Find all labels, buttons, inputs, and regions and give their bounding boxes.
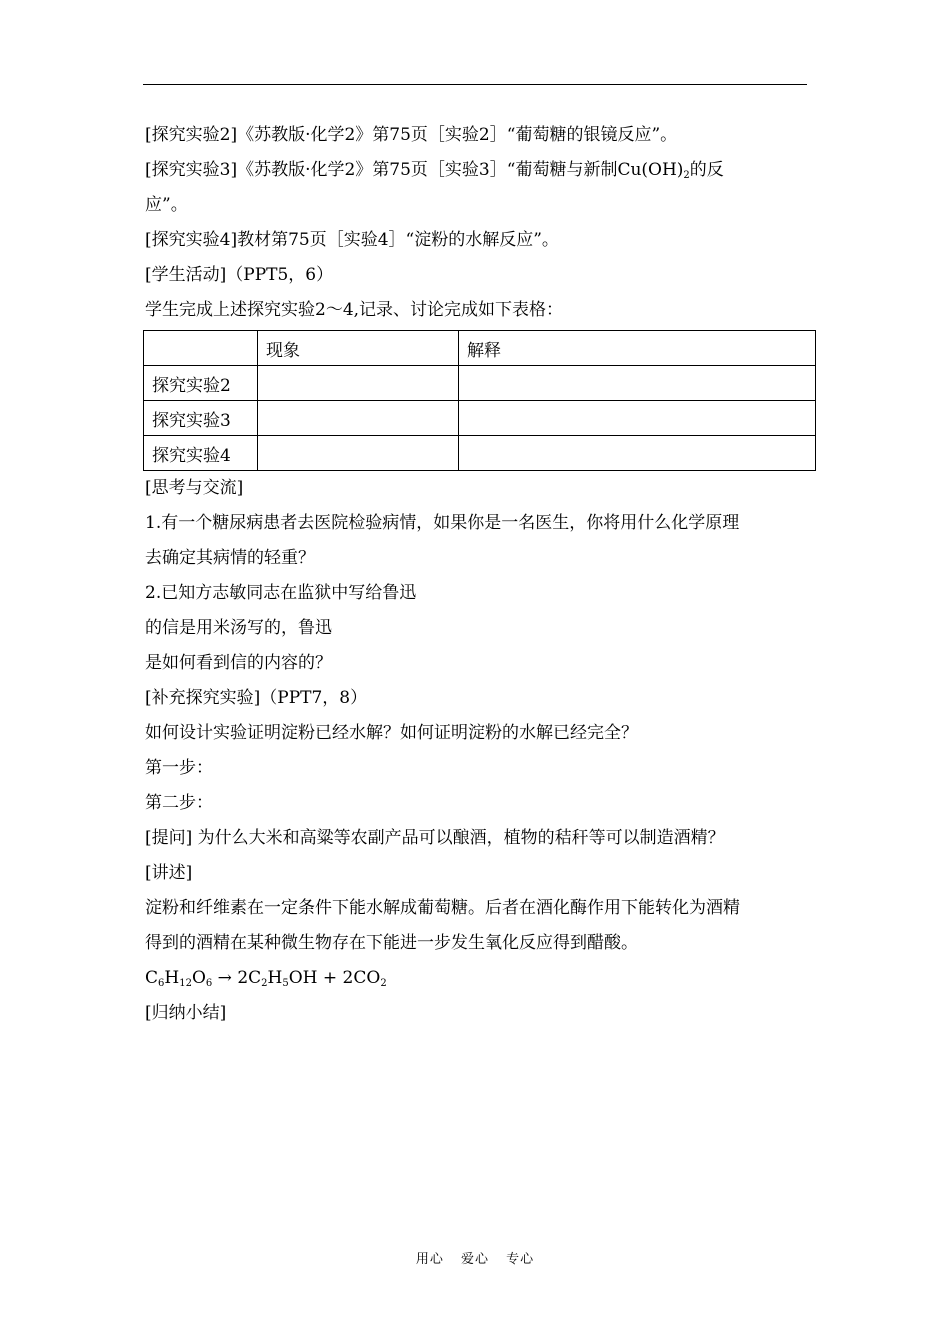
paragraph-exp3-cont: 应”。 [145, 195, 188, 215]
paragraph: 去确定其病情的轻重？ [145, 548, 315, 568]
paragraph: 得到的酒精在某种微生物存在下能进一步发生氧化反应得到醋酸。 [145, 933, 638, 953]
table-cell [459, 366, 816, 401]
paragraph-table-intro: 学生完成上述探究实验2～4,记录、讨论完成如下表格： [145, 300, 564, 320]
footer-text: 爱心 [460, 1252, 489, 1267]
arrow-icon: → [212, 968, 238, 988]
table-cell: 探究实验4 [144, 436, 258, 471]
paragraph: 第二步： [145, 793, 213, 813]
table-row [144, 436, 816, 471]
paragraph-student-activity: [学生活动]（PPT5，6） [145, 265, 334, 285]
paragraph: [提问] 为什么大米和高粱等农副产品可以酿酒，植物的秸秆等可以制造酒精？ [145, 828, 725, 848]
table-header-row [144, 331, 816, 366]
paragraph-exp3: [探究实验3]《苏教版·化学2》第75页［实验3］“葡萄糖与新制$Cu(OH)_2$的反 [145, 160, 724, 181]
paragraph-exp2: [探究实验2]《苏教版·化学2》第75页［实验2］“葡萄糖的银镜反应”。 [145, 125, 678, 145]
paragraph: 1.有一个糖尿病患者去医院检验病情，如果你是一名医生，你将用什么化学原理 [145, 513, 740, 533]
footer-text: 专心 [506, 1252, 535, 1267]
document-body [145, 118, 810, 1031]
paragraph: 2.已知方志敏同志在监狱中写给鲁迅 [145, 583, 417, 603]
section-heading: [讲述] [145, 863, 193, 883]
paragraph: 淀粉和纤维素在一定条件下能水解成葡萄糖。后者在酒化酶作用下能转化为酒精 [145, 898, 740, 918]
table-cell: 探究实验2 [144, 366, 258, 401]
paragraph: 的信是用米汤写的，鲁迅 [145, 618, 332, 638]
paragraph: 如何设计实验证明淀粉已经水解？如何证明淀粉的水解已经完全？ [145, 723, 638, 743]
table-row [144, 401, 816, 436]
table-header-cell: 现象 [258, 331, 459, 366]
table-cell: 探究实验3 [144, 401, 258, 436]
table-header-cell: 解释 [459, 331, 816, 366]
table-cell [258, 366, 459, 401]
table-cell [258, 436, 459, 471]
table-cell [459, 401, 816, 436]
table-cell [258, 401, 459, 436]
chemical-equation: $C_6H_{12}O_6 \to 2C_2H_5OH + 2CO_2$ [145, 968, 387, 989]
table-cell [459, 436, 816, 471]
subscript: 2 [683, 170, 690, 181]
table-header-cell [144, 331, 258, 366]
section-heading: [思考与交流] [145, 478, 244, 498]
paragraph: 第一步： [145, 758, 213, 778]
table-row [144, 366, 816, 401]
paragraph: 是如何看到信的内容的？ [145, 653, 332, 673]
record-table [143, 330, 816, 471]
section-heading: [补充探究实验]（PPT7，8） [145, 688, 368, 708]
footer-text: 用心 [415, 1252, 444, 1267]
paragraph-exp4: [探究实验4]教材第75页［实验4］“淀粉的水解反应”。 [145, 230, 559, 250]
section-heading: [归纳小结] [145, 1003, 227, 1023]
header-rule [143, 84, 807, 85]
page-footer [0, 1248, 950, 1267]
